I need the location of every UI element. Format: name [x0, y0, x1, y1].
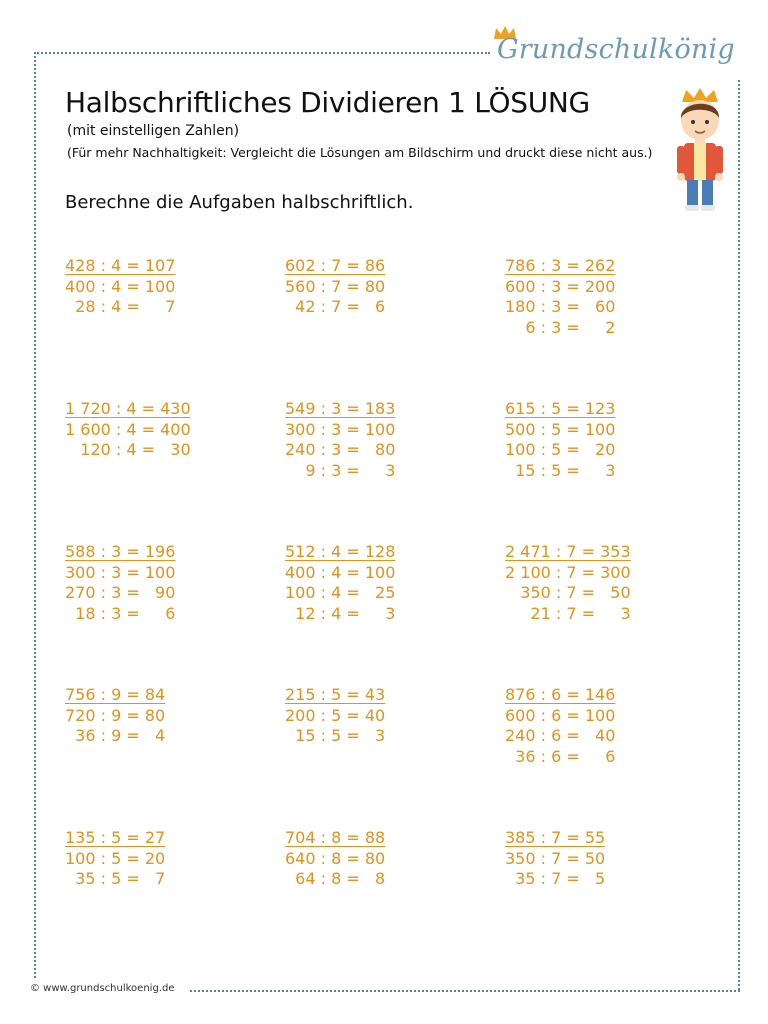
- partial-step: 9 : 3 = 3: [285, 460, 396, 480]
- partial-step: 18 : 3 = 6: [65, 603, 176, 623]
- partial-step: 720 : 9 = 80: [65, 705, 166, 725]
- sustainability-note: (Für mehr Nachhaltigkeit: Vergleicht die Lösungen am Bildschirm und druckt diese nicht aus.): [67, 145, 653, 160]
- division-problem: [285, 399, 395, 481]
- frame-left-border: [34, 52, 36, 978]
- division-problem: [505, 828, 605, 890]
- partial-step: 1 600 : 4 = 400: [65, 419, 191, 439]
- division-problem: [65, 542, 175, 624]
- partial-step: 35 : 7 = 5: [505, 869, 606, 888]
- partial-step: 2 100 : 7 = 300: [505, 562, 631, 582]
- partial-step: 21 : 7 = 3: [505, 603, 631, 623]
- problem-equation: 215 : 5 = 43: [285, 685, 386, 704]
- partial-step: 42 : 7 = 6: [285, 297, 386, 316]
- problem-equation: 1 720 : 4 = 430: [65, 399, 191, 418]
- partial-step: 6 : 3 = 2: [505, 317, 616, 337]
- partial-step: 36 : 6 = 6: [505, 746, 616, 766]
- partial-step: 600 : 3 = 200: [505, 276, 616, 296]
- partial-step: 350 : 7 = 50: [505, 848, 606, 868]
- division-problem: [65, 828, 165, 890]
- division-problem: [285, 256, 385, 318]
- partial-step: 35 : 5 = 7: [65, 869, 166, 888]
- partial-step: 270 : 3 = 90: [65, 583, 176, 602]
- page-title: Halbschriftliches Dividieren 1 LÖSUNG: [65, 86, 590, 119]
- partial-step: 12 : 4 = 3: [285, 603, 396, 623]
- partial-step: 240 : 6 = 40: [505, 726, 616, 745]
- partial-step: 15 : 5 = 3: [285, 726, 386, 745]
- problem-equation: 588 : 3 = 196: [65, 542, 176, 561]
- problem-equation: 602 : 7 = 86: [285, 256, 386, 275]
- division-problem: [505, 542, 631, 624]
- division-problem: [285, 542, 395, 624]
- division-problem: [65, 399, 191, 461]
- division-problem: [505, 256, 615, 338]
- partial-step: 100 : 4 = 25: [285, 583, 396, 602]
- footer-copyright: © www.grundschulkoenig.de: [30, 983, 175, 994]
- partial-step: 64 : 8 = 8: [285, 869, 386, 888]
- problem-equation: 615 : 5 = 123: [505, 399, 616, 418]
- division-problem: [505, 399, 615, 481]
- problem-equation: 786 : 3 = 262: [505, 256, 616, 275]
- partial-step: 400 : 4 = 100: [285, 562, 396, 582]
- problem-equation: 876 : 6 = 146: [505, 685, 616, 704]
- partial-step: 300 : 3 = 100: [285, 419, 396, 439]
- problem-equation: 2 471 : 7 = 353: [505, 542, 631, 561]
- partial-step: 560 : 7 = 80: [285, 276, 386, 296]
- instruction: Berechne die Aufgaben halbschriftlich.: [65, 192, 414, 213]
- problem-equation: 756 : 9 = 84: [65, 685, 166, 704]
- problem-equation: 428 : 4 = 107: [65, 256, 176, 275]
- division-problem: [65, 685, 165, 747]
- partial-step: 120 : 4 = 30: [65, 440, 191, 459]
- partial-step: 640 : 8 = 80: [285, 848, 386, 868]
- division-problem: [505, 685, 615, 767]
- partial-step: 240 : 3 = 80: [285, 440, 396, 459]
- partial-step: 200 : 5 = 40: [285, 705, 386, 725]
- partial-step: 15 : 5 = 3: [505, 460, 616, 480]
- partial-step: 36 : 9 = 4: [65, 726, 166, 745]
- partial-step: 400 : 4 = 100: [65, 276, 176, 296]
- partial-step: 180 : 3 = 60: [505, 297, 616, 316]
- subtitle: (mit einstelligen Zahlen): [67, 123, 240, 139]
- problem-equation: 385 : 7 = 55: [505, 828, 606, 847]
- problem-equation: 549 : 3 = 183: [285, 399, 396, 418]
- division-problem: [285, 828, 385, 890]
- partial-step: 300 : 3 = 100: [65, 562, 176, 582]
- brand-logo: Grundschulkönig: [497, 34, 735, 65]
- boy-illustration: [668, 88, 732, 213]
- problem-equation: 135 : 5 = 27: [65, 828, 166, 847]
- partial-step: 28 : 4 = 7: [65, 297, 176, 316]
- partial-step: 600 : 6 = 100: [505, 705, 616, 725]
- partial-step: 100 : 5 = 20: [65, 848, 166, 868]
- frame-top-border: [34, 52, 490, 54]
- partial-step: 100 : 5 = 20: [505, 440, 616, 459]
- division-problem: [65, 256, 175, 318]
- partial-step: 500 : 5 = 100: [505, 419, 616, 439]
- problem-equation: 512 : 4 = 128: [285, 542, 396, 561]
- division-problem: [285, 685, 385, 747]
- frame-right-border: [738, 80, 740, 990]
- frame-bottom-border: [190, 990, 740, 992]
- partial-step: 350 : 7 = 50: [505, 583, 631, 602]
- problem-equation: 704 : 8 = 88: [285, 828, 386, 847]
